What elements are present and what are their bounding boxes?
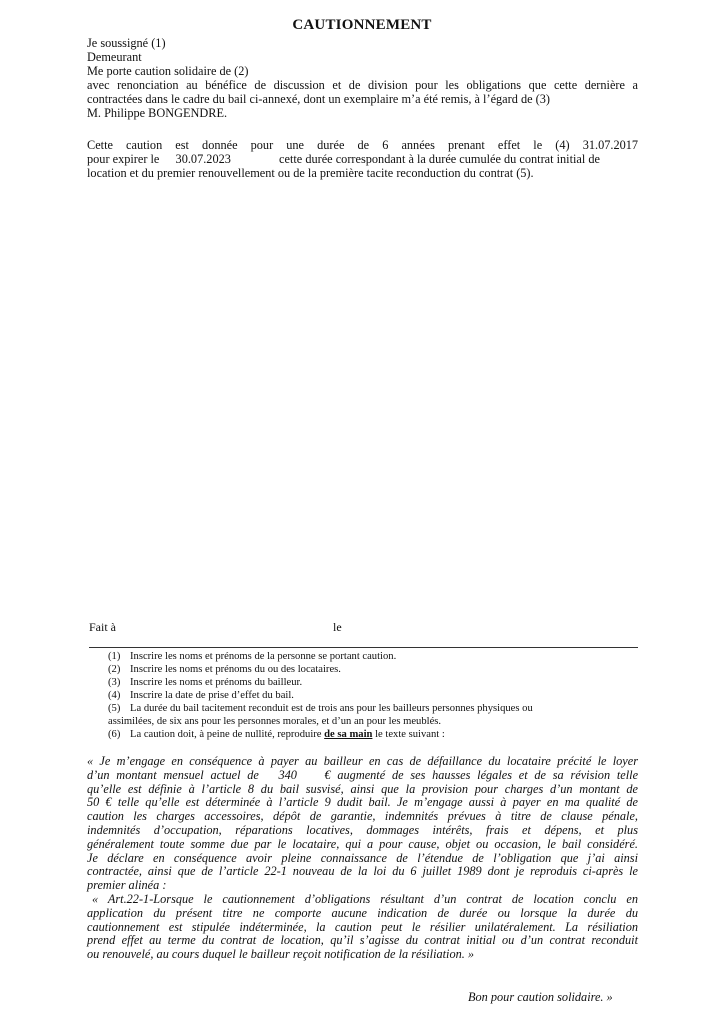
duration-line-3: location et du premier renouvellement ou de la première tacite reconduction du contrat (5).: [87, 166, 534, 180]
footnote-5: (5) La durée du bail tacitement reconduit est de trois ans pour les bailleurs personnes physiques ou: [108, 703, 533, 714]
duration-text-d: cette durée correspondant à la durée cumulée du contrat initial de: [279, 152, 600, 166]
footnote-2: (2) Inscrire les noms et prénoms du ou des locataires.: [108, 664, 341, 675]
article-22-1-quote: [87, 893, 638, 962]
duration-paragraph: [87, 138, 638, 180]
footnote-5-continued: assimilées, de six ans pour les personnes morales, et d’un an pour les meublés.: [108, 716, 442, 727]
renunciation-line-2: contractées dans le cadre du bail ci-annexé, dont un exemplaire m’a été remis, à l’égard de (3): [87, 92, 550, 106]
duration-text-b: années prenant effet le (4): [401, 138, 570, 152]
address-line: Demeurant: [87, 50, 142, 64]
renunciation-paragraph: [87, 78, 638, 106]
handwritten-mention-text: [87, 755, 638, 962]
divider-line: [89, 647, 638, 648]
article-line: « Art.22-1-Lorsque le cautionnement d’obligations résultant d’un contrat de location conclu en: [92, 891, 638, 906]
rent-amount: 340: [278, 767, 297, 782]
renunciation-line-1: avec renonciation au bénéfice de discussion et de division pour les obligations que cette dernière a: [87, 78, 638, 92]
duration-line-1: [87, 138, 638, 152]
duration-text-a: Cette caution est donnée pour une durée de: [87, 138, 370, 152]
document-title: CAUTIONNEMENT: [292, 17, 432, 33]
quote-line: généralement toute somme due par le locataire, qui a pour cause, objet ou occasion, le bail considéré.: [87, 836, 638, 851]
article-line: prend effet au terme du contrat de location, qu’il s’agisse du contrat initial ou d’un contrat reconduit: [87, 933, 638, 948]
end-date: 30.07.2023: [175, 152, 231, 166]
footnote-4: (4) Inscrire la date de prise d’effet du bail.: [108, 690, 294, 701]
article-line: application du présent titre ne comporte aucune indication de durée ou lorsque la durée du: [87, 905, 638, 920]
start-date: 31.07.2017: [582, 138, 639, 152]
article-line: cautionnement est stipulée indéterminée, la caution peut le résilier unilatéralement. La résiliation: [87, 919, 638, 934]
charges-amount: 50: [87, 795, 100, 810]
tenant-line: Me porte caution solidaire de (2): [87, 64, 249, 78]
quote-line: Je déclare en conséquence avoir pleine connaissance de l’étendue de l’obligation que j’ai ainsi: [87, 850, 638, 865]
footnote-1: (1) Inscrire les noms et prénoms de la personne se portant caution.: [108, 651, 397, 662]
quote-line: d’un montant mensuel actuel de 340 € augmenté de ses hausses légales et de sa révision telle: [87, 767, 639, 782]
quote-line: premier alinéa :: [87, 878, 167, 893]
duration-text-c: pour expirer le: [87, 152, 160, 166]
fait-a-label: Fait à: [89, 620, 116, 634]
guarantor-line: Je soussigné (1): [87, 36, 166, 50]
duration-years: 6: [382, 138, 389, 152]
quote-line: contractée, ainsi que de l’article 22-1 nouveau de la loi du 6 juillet 1989 dont je reproduis ci-après le: [87, 864, 638, 879]
le-label: le: [333, 620, 342, 634]
quote-line: 50 € telle qu’elle est déterminée à l’article 9 dudit bail. Je m’engage aussi à payer en ma qualité de: [87, 795, 638, 810]
footnote-3: (3) Inscrire les noms et prénoms du bailleur.: [108, 677, 303, 688]
footnote-6: (6) La caution doit, à peine de nullité, reproduire de sa main le texte suivant :: [108, 729, 445, 740]
landlord-name: M. Philippe BONGENDRE.: [87, 106, 228, 120]
quote-line: « Je m’engage en conséquence à payer au bailleur en cas de défaillance du locataire précité le loyer: [87, 754, 638, 768]
closing-mention: Bon pour caution solidaire. »: [468, 990, 613, 1004]
article-line: ou renouvelé, au cours duquel le bailleur reçoit notification de la résiliation. »: [87, 947, 475, 962]
quote-line: qu’elle est définie à l’article 8 du bail susvisé, ainsi que la provision pour charges d’un montant de: [87, 781, 638, 796]
footnotes: [108, 650, 628, 741]
quote-line: caution les charges accessoires, dépôt de garantie, indemnités prévues à titre de clause pénale,: [87, 809, 638, 824]
duration-line-2: [87, 152, 638, 166]
quote-line: indemnités d’occupation, réparations locatives, dommages intérêts, frais et dépens, et plus: [87, 822, 638, 837]
handwritten-emphasis: de sa main: [324, 729, 373, 740]
